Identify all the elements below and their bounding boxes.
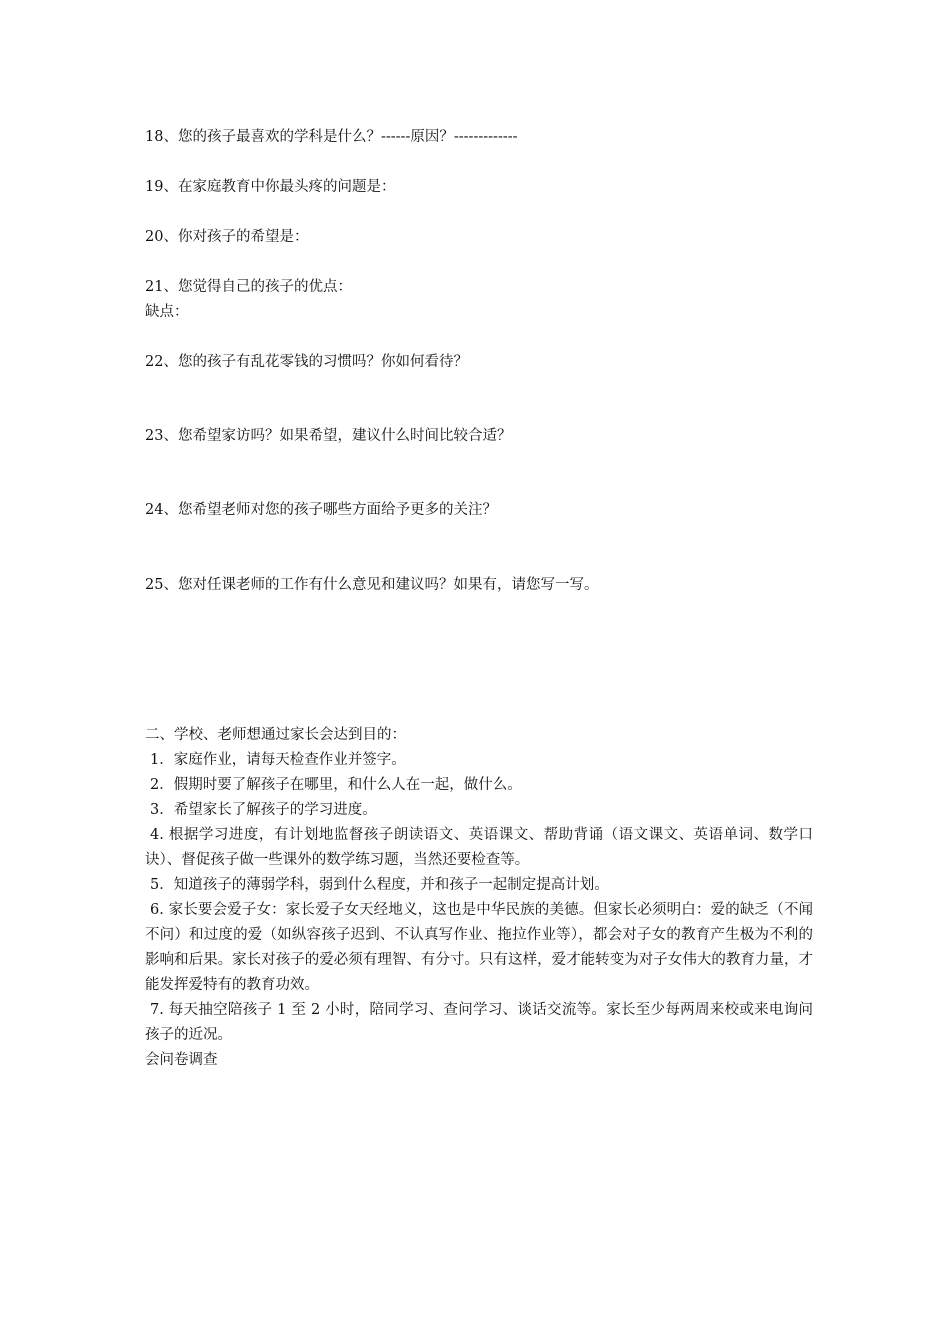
section2-item-6 — [145, 898, 813, 998]
section2-item-3: 3．希望家长了解孩子的学习进度。 — [150, 802, 377, 818]
question-21: 21、您觉得自己的孩子的优点： — [145, 279, 352, 295]
section2-heading: 二、学校、老师想通过家长会达到目的： — [145, 727, 406, 743]
section2-item-6-text: 6. 家长要会爱子女：家长爱子女天经地义，这也是中华民族的美德。但家长必须明白：爱的缺乏（不闻不问）和过度的爱（如纵容孩子迟到、不认真写作业、拖拉作业等），都会对子女的教育产生极为不利的影响和后果。家长对孩子的爱必须有理智、有分寸。只有这样，爱才能转变为对子女伟大的教育力量，才能发挥爱特有的教育功效。 — [145, 902, 813, 993]
section2-item-7 — [145, 998, 813, 1048]
question-20: 20、你对孩子的希望是： — [145, 229, 309, 245]
section2-footer: 会问卷调查 — [145, 1052, 218, 1068]
section2-item-1: 1．家庭作业，请每天检查作业并签字。 — [150, 752, 406, 768]
section2-item-7-text: 7. 每天抽空陪孩子 1 至 2 小时，陪同学习、查问学习、谈话交流等。家长至少每两周来校或来电询问孩子的近况。 — [145, 1002, 813, 1043]
section2-item-5: 5．知道孩子的薄弱学科，弱到什么程度，并和孩子一起制定提高计划。 — [150, 877, 609, 893]
question-23: 23、您希望家访吗？如果希望，建议什么时间比较合适？ — [145, 428, 512, 444]
section2-item-4-text: 4. 根据学习进度，有计划地监督孩子朗读语文、英语课文、帮助背诵（语文课文、英语单词、数学口诀）、督促孩子做一些课外的数学练习题，当然还要检查等。 — [145, 827, 813, 868]
section2-item-4 — [145, 823, 813, 873]
question-24: 24、您希望老师对您的孩子哪些方面给予更多的关注？ — [145, 502, 497, 518]
question-25: 25、您对任课老师的工作有什么意见和建议吗？如果有，请您写一写。 — [145, 577, 599, 593]
section2-block — [145, 723, 813, 1073]
question-21-shortcomings: 缺点： — [145, 304, 189, 320]
question-19: 19、在家庭教育中你最头疼的问题是： — [145, 179, 396, 195]
section2-item-2: 2．假期时要了解孩子在哪里，和什么人在一起，做什么。 — [150, 777, 522, 793]
question-22: 22、您的孩子有乱花零钱的习惯吗？你如何看待？ — [145, 354, 468, 370]
question-18: 18、您的孩子最喜欢的学科是什么？------原因？------------- — [145, 129, 518, 145]
